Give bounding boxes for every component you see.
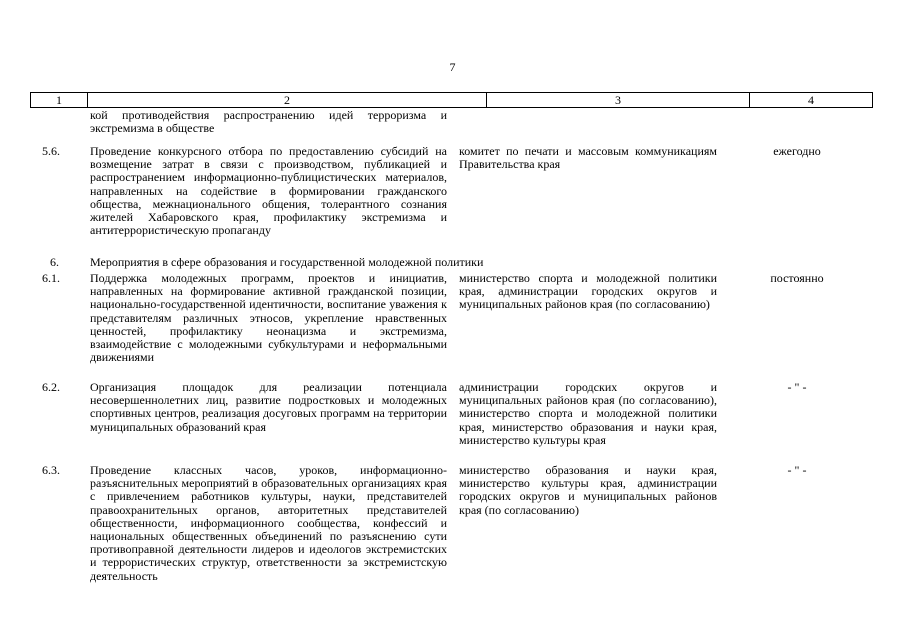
header-col-3: 3	[615, 93, 621, 107]
row-activity: Поддержка молодежных программ, проектов и инициатив, направленных на формирование активной гражданской позиции, национально-государственной идентичности, воспитание уважения к представителям различных этносов, укрепление нравственных ценностей, профилактику неонацизма и экстремизма, взаимодействие с молодежными субкультурами и неформальными движениями	[90, 271, 447, 365]
row-number: 5.6.	[42, 144, 60, 158]
row-responsible: министерство спорта и молодежной политики края, администрации городских округов и муниципальных районов края (по согласованию)	[459, 271, 717, 312]
row-term: постоянно	[770, 271, 824, 285]
row-activity: Проведение классных часов, уроков, информационно-разъяснительных мероприятий в образовательных организациях края с привлечением работников культуры, науки, представителей правоохранительных органов, авторитетных представителей общественности, информационного сообщества, конфессий и национальных общественных объединений по разъяснению сути противоправной деятельности лидеров и идеологов экстремистских и террористических структур, ответственности за экстремистскую деятельность	[90, 463, 447, 583]
row-term: - " -	[787, 463, 807, 477]
row-number: 6.1.	[42, 271, 60, 285]
row-responsible: министерство образования и науки края, министерство культуры края, администрации городских округов и муниципальных районов края (по согласованию)	[459, 463, 717, 517]
header-col-1: 1	[56, 93, 62, 107]
row-activity: Проведение конкурсного отбора по предоставлению субсидий на возмещение затрат в связи с производством, публикацией и распространением информационно-публицистических материалов, направленных на содействие в формировании гражданского общества, межнационального общения, толерантного сознания жителей Хабаровского края, профилактику экстремизма и антитеррористическую пропаганду	[90, 144, 447, 238]
continuation-text: кой противодействия распространению идей терроризма и экстремизма в обществе	[90, 108, 447, 136]
table-header	[30, 92, 873, 108]
row-term: - " -	[787, 380, 807, 394]
row-term: ежегодно	[773, 144, 821, 158]
header-col-2: 2	[284, 93, 290, 107]
row-number: 6.3.	[42, 463, 60, 477]
row-responsible: администрации городских округов и муниципальных районов края (по согласованию), министерство спорта и молодежной политики края, министерство образования и науки края, министерство культуры края	[459, 380, 717, 447]
row-responsible: комитет по печати и массовым коммуникациям Правительства края	[459, 144, 717, 172]
row-activity: Организация площадок для реализации потенциала несовершеннолетних лиц, развитие подростковых и молодежных спортивных центров, реализация досуговых программ на территории муниципальных образований края	[90, 380, 447, 434]
row-number: 6.	[50, 255, 59, 269]
page-number: 7	[449, 60, 456, 74]
row-number: 6.2.	[42, 380, 60, 394]
section-title: Мероприятия в сфере образования и государственной молодежной политики	[90, 255, 484, 269]
header-col-4: 4	[808, 93, 814, 107]
